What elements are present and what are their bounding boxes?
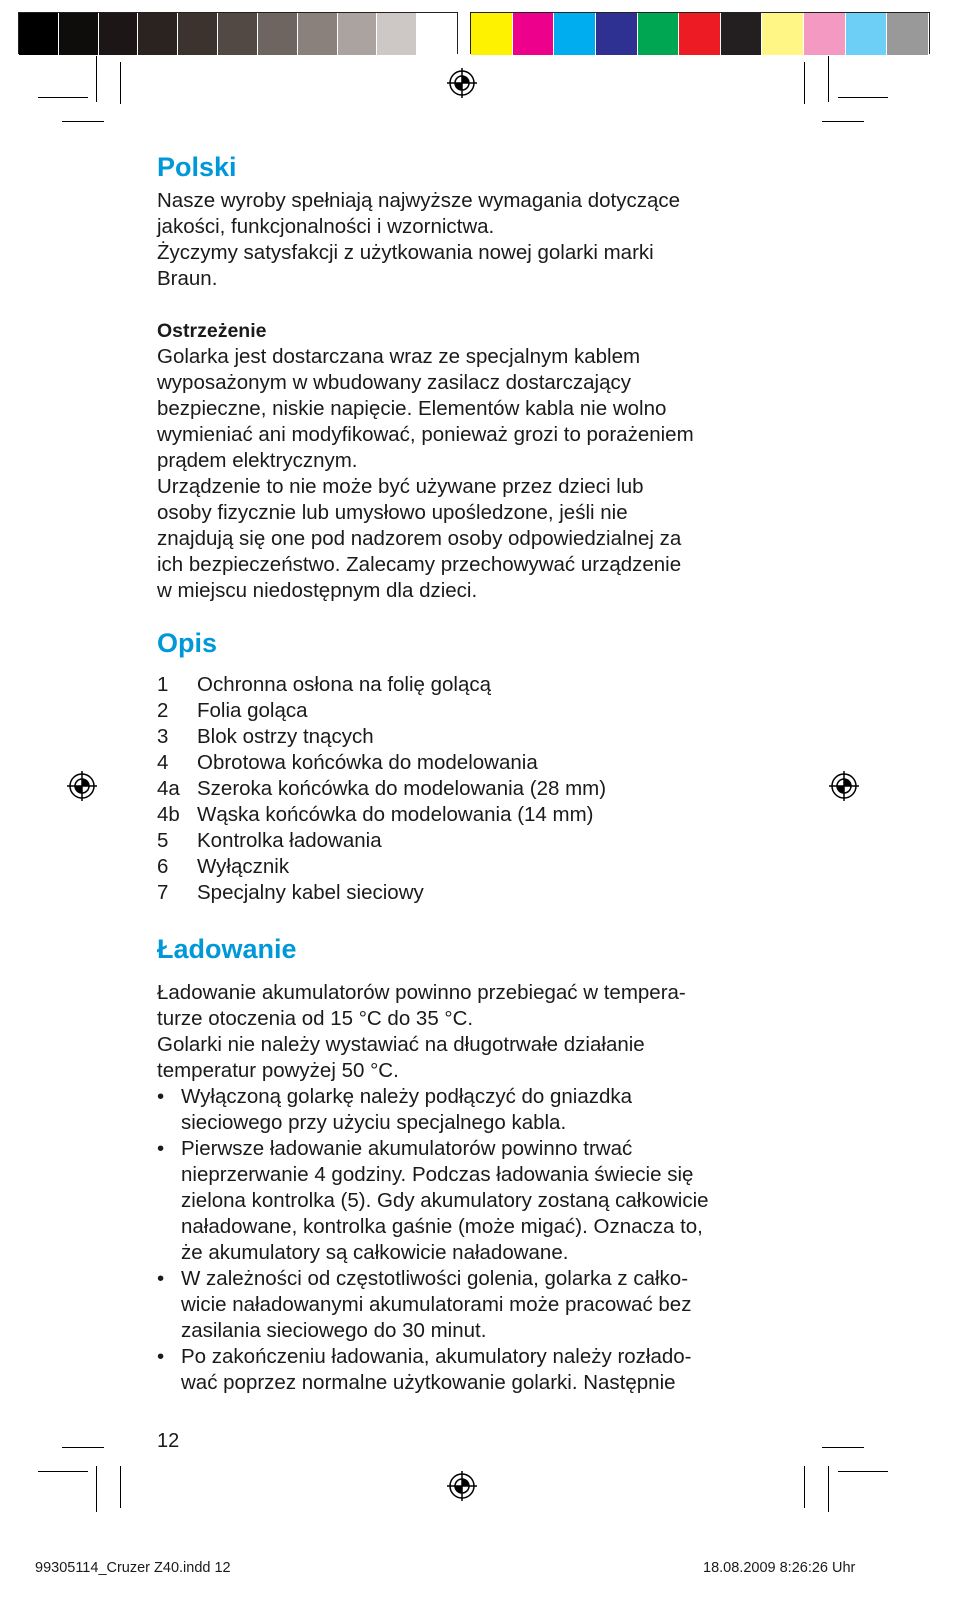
item-text: Wyłącznik [197, 855, 290, 878]
item-text: Ochronna osłona na folię golącą [197, 673, 492, 696]
paragraph-line: wyposażonym w wbudowany zasilacz dostarczający [157, 371, 631, 394]
section-heading: Opis [157, 628, 218, 658]
item-number: 5 [157, 829, 169, 852]
color-swatch [338, 13, 378, 55]
paragraph-line: naładowane, kontrolka gaśnie (może migać). Oznacza to, [181, 1215, 703, 1238]
paragraph-line: jakości, funkcjonalności i wzornictwa. [157, 215, 495, 238]
registration-mark-icon [829, 771, 859, 801]
paragraph-line: Po zakończeniu ładowania, akumulatory należy rozłado- [181, 1345, 692, 1368]
paragraph-line: prądem elektrycznym. [157, 449, 358, 472]
color-swatch [596, 13, 638, 55]
list-item [157, 698, 777, 724]
bullet-item [157, 1136, 777, 1266]
color-swatch [679, 13, 721, 55]
paragraph-line: Nasze wyroby spełniają najwyższe wymagania dotyczące [157, 189, 680, 212]
paragraph-line: wicie naładowanymi akumulatorami może pracować bez [181, 1293, 692, 1316]
file-slug: 99305114_Cruzer Z40.indd 12 [35, 1560, 231, 1576]
paragraph-line: wymieniać ani modyfikować, ponieważ grozi to porażeniem [157, 423, 694, 446]
color-swatch [417, 13, 457, 55]
item-text: Obrotowa końcówka do modelowania [197, 751, 538, 774]
bullet-icon: • [157, 1137, 165, 1160]
bullet-item [157, 1084, 777, 1136]
paragraph-line: Golarki nie należy wystawiać na długotrwałe działanie [157, 1033, 645, 1056]
color-swatch [762, 13, 804, 55]
process-color-bar [470, 12, 930, 54]
item-text: Wąska końcówka do modelowania (14 mm) [197, 803, 594, 826]
paragraph-line: że akumulatory są całkowicie naładowane. [181, 1241, 569, 1264]
color-swatch [99, 13, 139, 55]
color-swatch [178, 13, 218, 55]
page-content [157, 150, 777, 1396]
color-swatch [804, 13, 846, 55]
item-text: Szeroka końcówka do modelowania (28 mm) [197, 777, 607, 800]
item-number: 4a [157, 777, 180, 800]
list-item [157, 854, 777, 880]
registration-mark-icon [447, 68, 477, 98]
registration-mark-icon [447, 1471, 477, 1501]
list-item [157, 750, 777, 776]
paragraph-line: znajdują się one pod nadzorem osoby odpowiedzialnej za [157, 527, 682, 550]
color-swatch [471, 13, 513, 55]
paragraph-line: W zależności od częstotliwości golenia, golarka z całko- [181, 1267, 689, 1290]
paragraph-line: zasilania sieciowego do 30 minut. [181, 1319, 487, 1342]
item-number: 6 [157, 855, 169, 878]
list-item [157, 880, 777, 906]
color-swatch [846, 13, 888, 55]
paragraph-line: osoby fizycznie lub umysłowo upośledzone, jeśli nie [157, 501, 628, 524]
paragraph-line: Pierwsze ładowanie akumulatorów powinno trwać [181, 1137, 633, 1160]
page-number: 12 [157, 1430, 180, 1452]
paragraph-line: bezpieczne, niskie napięcie. Elementów kabla nie wolno [157, 397, 667, 420]
color-swatch [513, 13, 555, 55]
color-swatch [298, 13, 338, 55]
paragraph-line: Życzymy satysfakcji z użytkowania nowej golarki marki [157, 241, 654, 264]
item-number: 4b [157, 803, 180, 826]
item-text: Specjalny kabel sieciowy [197, 881, 424, 904]
item-number: 2 [157, 699, 169, 722]
paragraph-line: temperatur powyżej 50 °C. [157, 1059, 399, 1082]
paragraph-line: Urządzenie to nie może być używane przez dzieci lub [157, 475, 644, 498]
section-heading: Polski [157, 152, 237, 182]
color-swatch [638, 13, 680, 55]
paragraph-line: turze otoczenia od 15 °C do 35 °C. [157, 1007, 474, 1030]
parts-list [157, 672, 777, 906]
paragraph-line: ich bezpieczeństwo. Zalecamy przechowywać urządzenie [157, 553, 682, 576]
list-item [157, 776, 777, 802]
section-heading: Ładowanie [157, 934, 297, 964]
item-text: Folia goląca [197, 699, 308, 722]
list-item [157, 802, 777, 828]
paragraph-line: Golarka jest dostarczana wraz ze specjalnym kablem [157, 345, 641, 368]
color-swatch [19, 13, 59, 55]
color-swatch [721, 13, 763, 55]
paragraph-line: Wyłączoną golarkę należy podłączyć do gniazdka [181, 1085, 633, 1108]
paragraph-line: nieprzerwanie 4 godziny. Podczas ładowania świecie się [181, 1163, 694, 1186]
section-opis [157, 626, 777, 906]
paragraph-line: Braun. [157, 267, 218, 290]
color-swatch [554, 13, 596, 55]
color-swatch [218, 13, 258, 55]
bullet-icon: • [157, 1085, 165, 1108]
item-number: 1 [157, 673, 169, 696]
paragraph-line: Ładowanie akumulatorów powinno przebiegać w tempera- [157, 981, 686, 1004]
section-ladowanie [157, 932, 777, 1396]
grayscale-color-bar [18, 12, 458, 54]
color-swatch [138, 13, 178, 55]
paragraph-line: zielona kontrolka (5). Gdy akumulatory zostaną całkowicie [181, 1189, 709, 1212]
warning-title: Ostrzeżenie [157, 320, 267, 342]
color-swatch [887, 13, 929, 55]
paragraph-line: sieciowego przy użyciu specjalnego kabla. [181, 1111, 567, 1134]
bullet-item [157, 1344, 777, 1396]
registration-mark-icon [67, 771, 97, 801]
color-swatch [258, 13, 298, 55]
color-swatch [377, 13, 417, 55]
paragraph-line: w miejscu niedostępnym dla dzieci. [157, 579, 478, 602]
color-swatch [59, 13, 99, 55]
item-number: 3 [157, 725, 169, 748]
bullet-icon: • [157, 1345, 165, 1368]
section-polski [157, 150, 777, 604]
list-item [157, 672, 777, 698]
bullet-icon: • [157, 1267, 165, 1290]
list-item [157, 828, 777, 854]
item-text: Kontrolka ładowania [197, 829, 382, 852]
list-item [157, 724, 777, 750]
item-text: Blok ostrzy tnących [197, 725, 374, 748]
paragraph-line: wać poprzez normalne użytkowanie golarki. Następnie [181, 1371, 676, 1394]
item-number: 4 [157, 751, 169, 774]
bullet-list [157, 1084, 777, 1396]
bullet-item [157, 1266, 777, 1344]
item-number: 7 [157, 881, 169, 904]
date-slug: 18.08.2009 8:26:26 Uhr [703, 1560, 856, 1576]
